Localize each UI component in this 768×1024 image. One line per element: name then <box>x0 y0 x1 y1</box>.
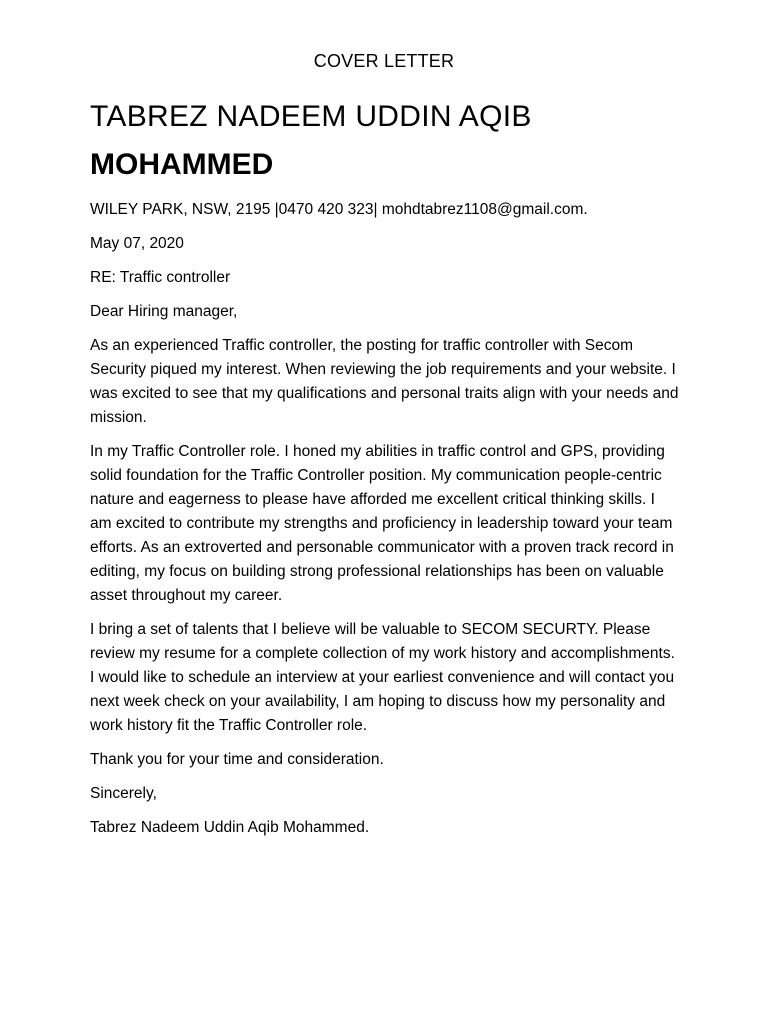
body-paragraph: In my Traffic Controller role. I honed my abilities in traffic control and GPS, providing solid foundation for the Traffic Controller position. My communication people-centric nature and eagerness to please have afforded me excellent critical thinking skills. I am excited to contribute my strengths and proficiency in leadership toward your team efforts. As an extroverted and personable communicator with a proven track record in editing, my focus on building strong professional relationships has been on valuable asset throughout my career. <box>90 443 674 604</box>
closing-line: Sincerely, <box>90 785 157 802</box>
contact-line: WILEY PARK, NSW, 2195 |0470 420 323| mohdtabrez1108@gmail.com. <box>90 201 588 218</box>
thanks-line: Thank you for your time and consideration. <box>90 751 384 768</box>
subject-line: RE: Traffic controller <box>90 269 231 286</box>
letter-date: May 07, 2020 <box>90 235 184 252</box>
applicant-surname: MOHAMMED <box>90 148 274 181</box>
body-paragraph: I bring a set of talents that I believe will be valuable to SECOM SECURTY. Please review my resume for a complete collection of my work history and accomplishments. I would like to schedule an interview at your earliest convenience and will contact you next week check on your availability, I am hoping to discuss how my personality and work history fit the Traffic Controller role. <box>90 621 675 734</box>
document-title: COVER LETTER <box>313 51 455 71</box>
signature-line: Tabrez Nadeem Uddin Aqib Mohammed. <box>90 819 370 836</box>
salutation: Dear Hiring manager, <box>90 303 238 320</box>
applicant-name: TABREZ NADEEM UDDIN AQIB <box>90 100 532 133</box>
body-paragraph: As an experienced Traffic controller, the posting for traffic controller with Secom Security piqued my interest. When reviewing the job requirements and your website. I was excited to see that my qualifications and personal traits align with your needs and mission. <box>90 337 679 426</box>
letter-body <box>90 198 680 850</box>
